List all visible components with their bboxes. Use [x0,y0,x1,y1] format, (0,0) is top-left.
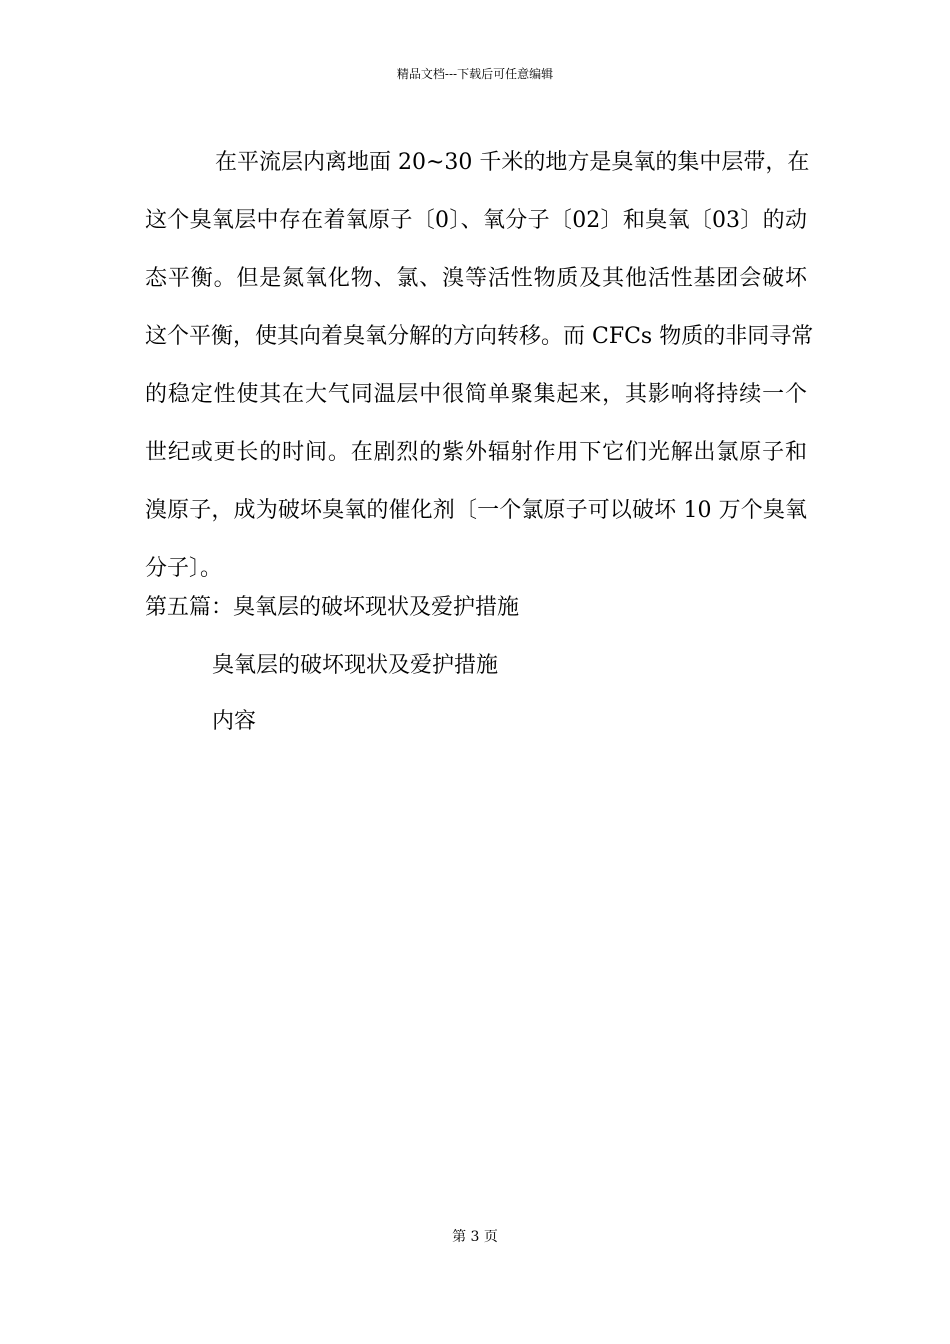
paragraph-line: 溴原子，成为破坏臭氧的催化剂〔一个氯原子可以破坏 10 万个臭氧 [145,498,807,523]
paragraph-line: 态平衡。但是氮氧化物、氯、溴等活性物质及其他活性基团会破坏 [145,266,807,291]
paragraph-line: 世纪或更长的时间。在剧烈的紫外辐射作用下它们光解出氯原子和 [145,440,807,465]
paragraph-line: 分子〕。 [145,556,223,581]
paragraph-line: 这个臭氧层中存在着氧原子〔0〕、氧分子〔02〕和臭氧〔03〕的动 [145,208,807,233]
page-header: 精品文档---下载后可任意编辑 [396,67,554,81]
paragraph-line: 这个平衡，使其向着臭氧分解的方向转移。而 CFCs 物质的非同寻常 [145,324,814,349]
section-heading: 第五篇：臭氧层的破坏现状及爱护措施 [145,595,520,620]
paragraph-line: 在平流层内离地面 20~30 千米的地方是臭氧的集中层带，在 [215,150,810,175]
content-label: 内容 [212,709,257,734]
paragraph-line: 的稳定性使其在大气同温层中很简单聚集起来，其影响将持续一个 [145,382,807,407]
page-number: 第 3 页 [452,1229,498,1245]
body-paragraph [145,134,814,598]
section-subtitle: 臭氧层的破坏现状及爱护措施 [212,653,499,678]
